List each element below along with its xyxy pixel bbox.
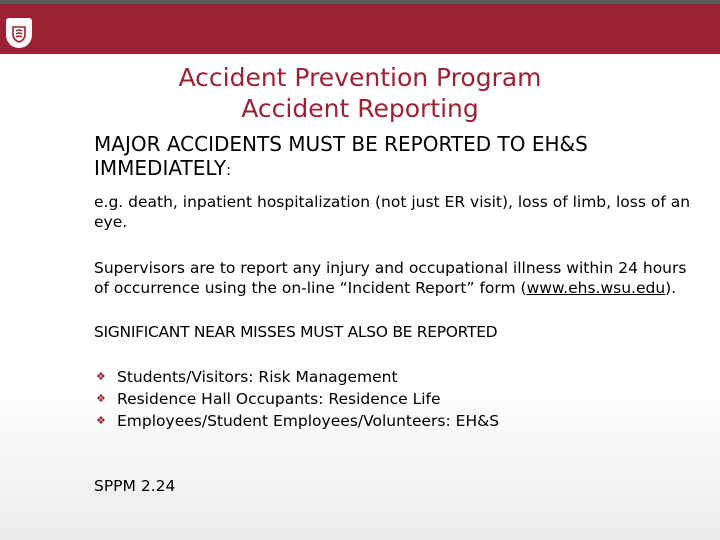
- list-item: [94, 388, 694, 410]
- list-item: [94, 410, 694, 432]
- ehs-website-link[interactable]: www.ehs.wsu.edu: [526, 279, 666, 297]
- list-item-text: Employees/Student Employees/Volunteers: EH&S: [117, 412, 500, 430]
- page-title: [0, 62, 720, 124]
- near-misses-heading: SIGNIFICANT NEAR MISSES MUST ALSO BE REPORTED: [94, 323, 498, 341]
- diamond-bullet-icon: ❖: [96, 392, 106, 405]
- title-line-2: Accident Reporting: [241, 94, 479, 123]
- header-banner: [0, 4, 720, 54]
- supervisor-text: Supervisors are to report any injury and occupational illness within 24 hours of occurrence using the on-line “Incident Report” form (: [94, 259, 687, 297]
- major-accidents-text: MAJOR ACCIDENTS MUST BE REPORTED TO EH&S IMMEDIATELY: [94, 132, 588, 180]
- wsu-crest-icon: [6, 18, 32, 48]
- policy-reference: SPPM 2.24: [94, 477, 176, 495]
- slide-body: [94, 132, 694, 496]
- supervisor-instructions: [94, 258, 694, 298]
- supervisor-text-end: ).: [665, 279, 677, 297]
- diamond-bullet-icon: ❖: [96, 370, 106, 383]
- title-line-1: Accident Prevention Program: [178, 63, 542, 92]
- major-accidents-colon: :: [226, 161, 232, 179]
- major-accidents-heading: [94, 132, 694, 182]
- list-item-text: Residence Hall Occupants: Residence Life: [117, 390, 441, 408]
- major-accidents-examples: e.g. death, inpatient hospitalization (not just ER visit), loss of limb, loss of an eye.: [94, 193, 691, 231]
- reporting-contacts-list: [94, 366, 694, 432]
- list-item: [94, 366, 694, 388]
- list-item-text: Students/Visitors: Risk Management: [117, 368, 398, 386]
- diamond-bullet-icon: ❖: [96, 414, 106, 427]
